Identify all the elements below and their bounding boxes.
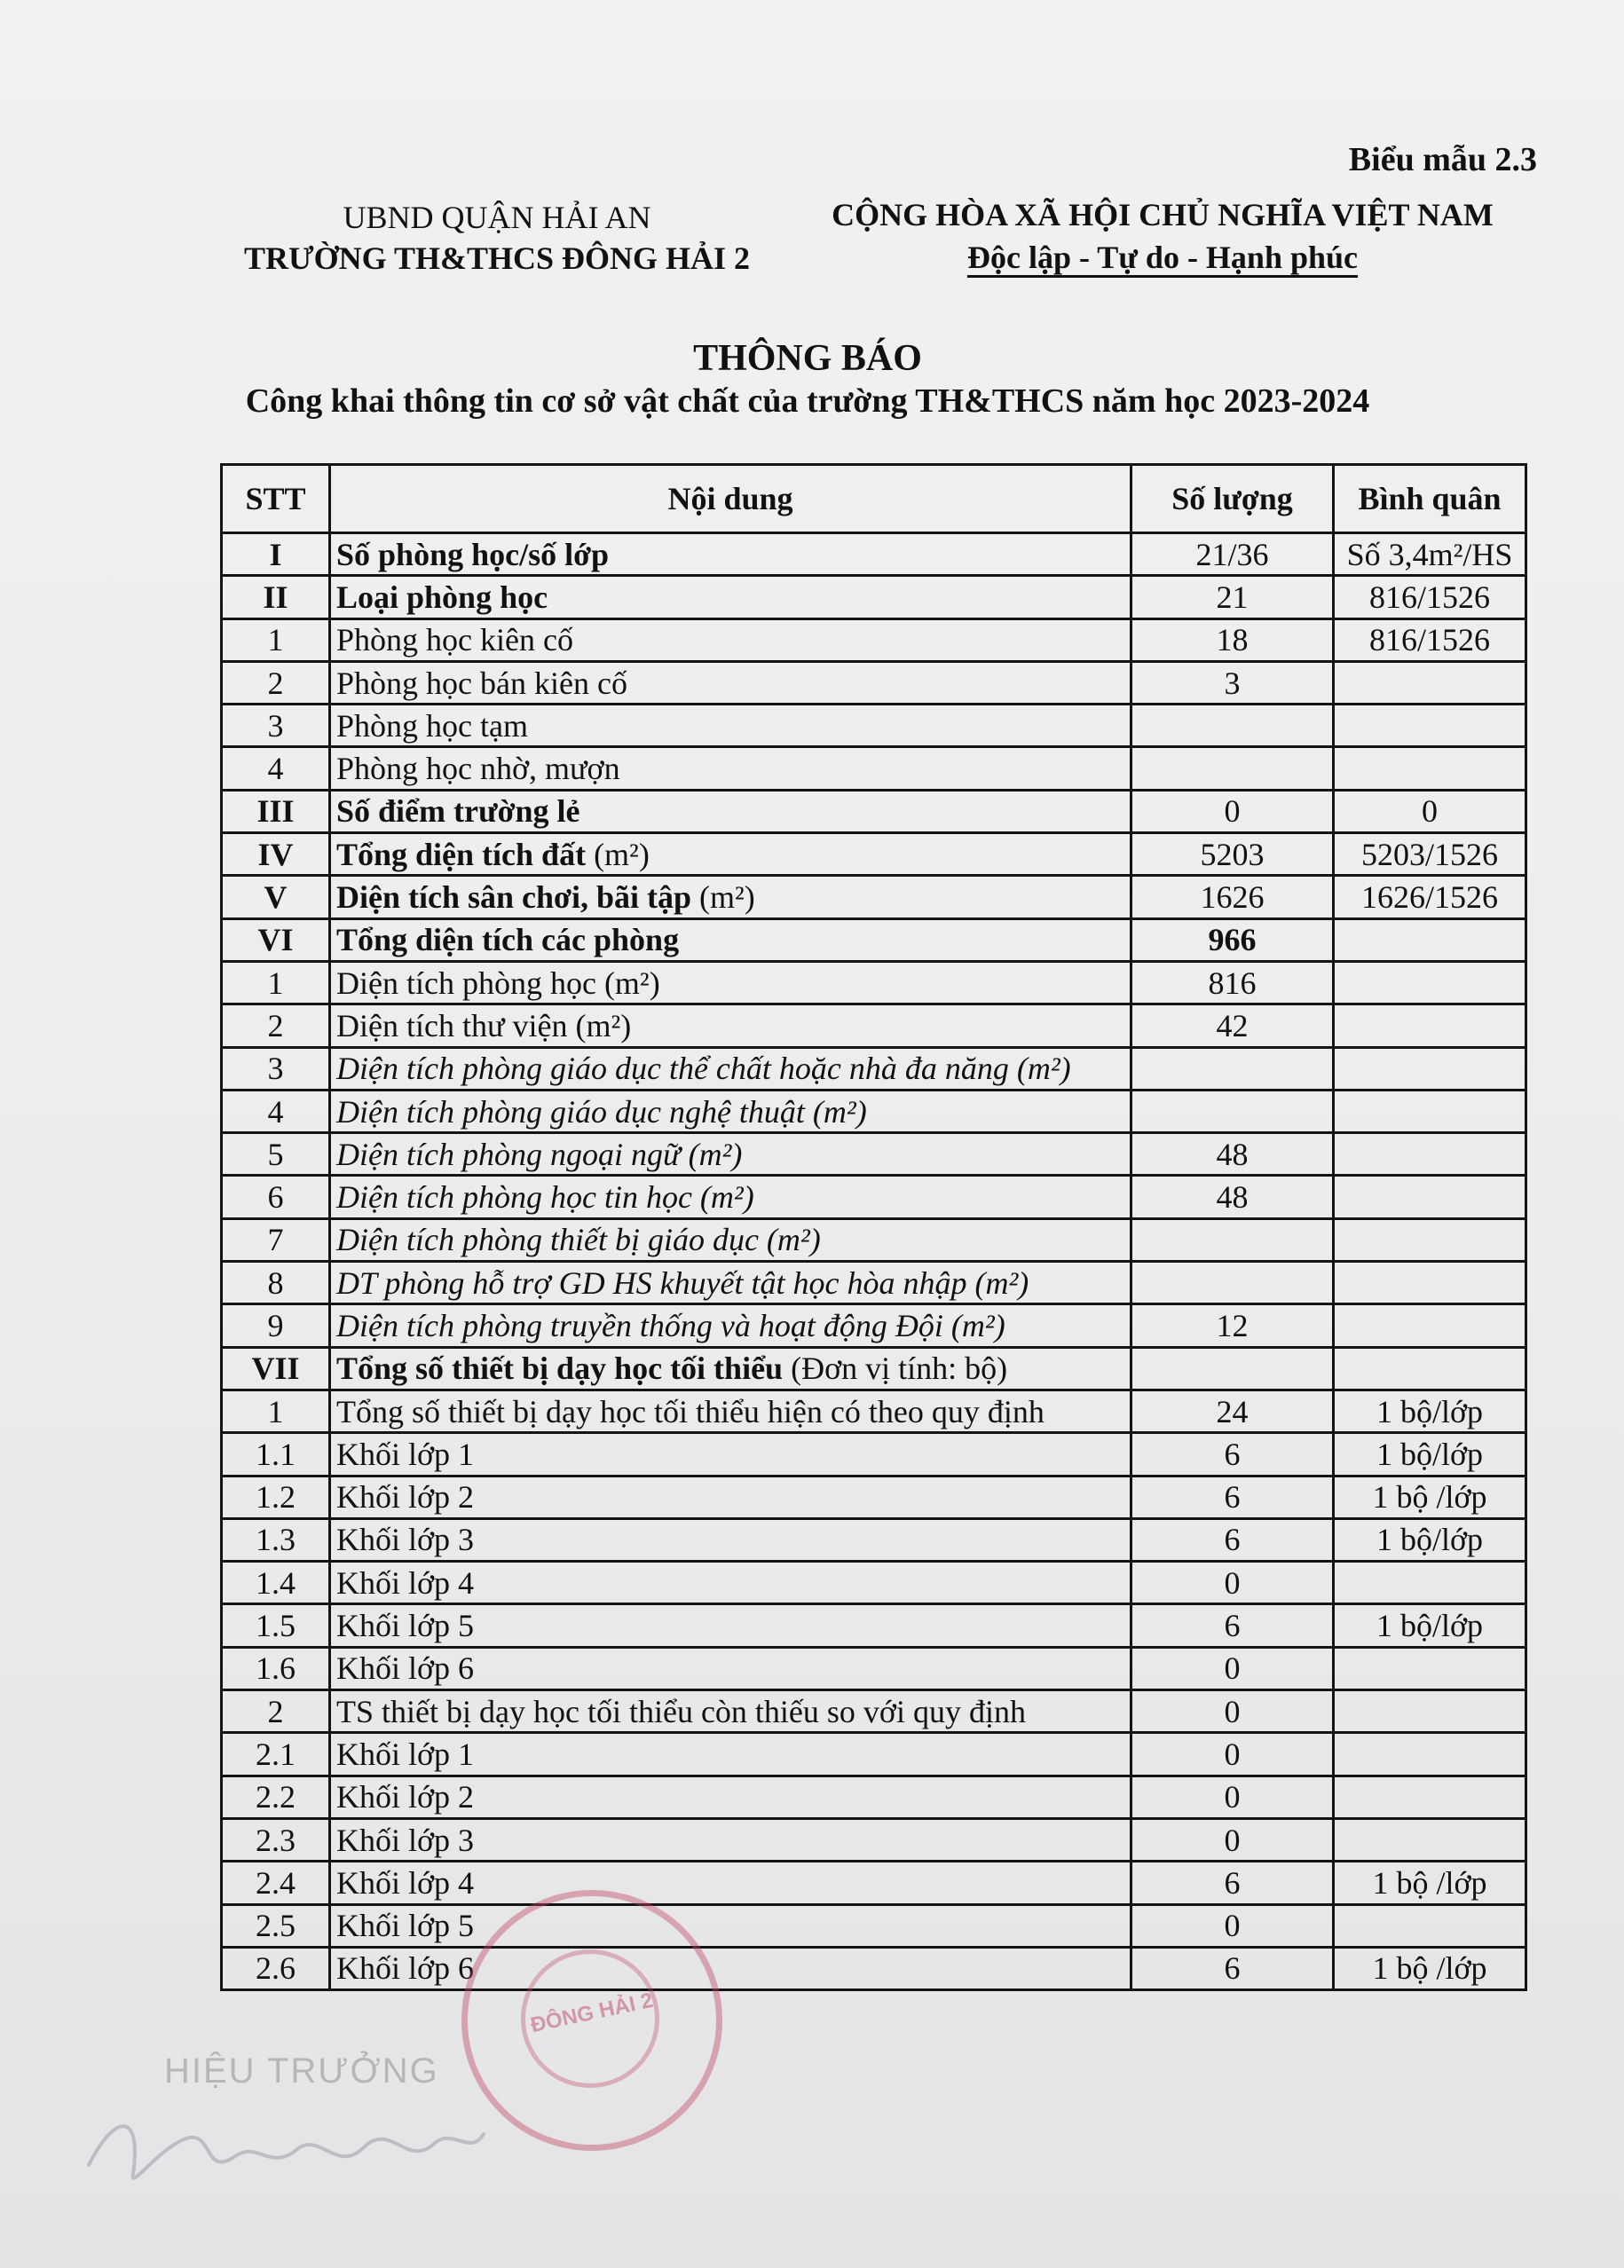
row-quantity — [1131, 1218, 1334, 1261]
row-content-text: Khối lớp 2 — [336, 1779, 475, 1815]
row-average — [1334, 747, 1526, 790]
row-stt: 2.6 — [222, 1947, 330, 1989]
row-stt: 1.6 — [222, 1647, 330, 1689]
row-average: 0 — [1334, 790, 1526, 832]
row-quantity: 3 — [1131, 661, 1334, 704]
row-average: 1 bộ/lớp — [1334, 1390, 1526, 1432]
row-content — [330, 1562, 1131, 1604]
row-content-text: TS thiết bị dạy học tối thiểu còn thiếu so với quy định — [336, 1693, 1026, 1729]
row-stt: 4 — [222, 1090, 330, 1132]
row-stt: 3 — [222, 705, 330, 747]
row-stt: 7 — [222, 1218, 330, 1261]
row-stt: 1 — [222, 1390, 330, 1432]
row-stt: 1 — [222, 961, 330, 1004]
table-row — [222, 1176, 1526, 1218]
row-stt: VII — [222, 1347, 330, 1390]
row-content-text: DT phòng hỗ trợ GD HS khuyết tật học hòa nhập (m²) — [336, 1264, 1029, 1301]
row-content-text: Tổng số thiết bị dạy học tối thiểu hiện có theo quy định — [336, 1393, 1045, 1429]
row-content — [330, 1604, 1131, 1647]
national-header — [799, 193, 1526, 279]
row-average: 816/1526 — [1334, 618, 1526, 661]
row-content-text: Diện tích phòng giáo dục nghệ thuật (m²) — [336, 1093, 867, 1130]
table-row — [222, 1004, 1526, 1047]
table-row — [222, 747, 1526, 790]
table-row — [222, 1476, 1526, 1518]
col-header-average: Bình quân — [1334, 465, 1526, 533]
row-content — [330, 618, 1131, 661]
row-stt: 2.3 — [222, 1818, 330, 1861]
row-content — [330, 576, 1131, 618]
row-average: 5203/1526 — [1334, 833, 1526, 876]
table-header-row — [222, 465, 1526, 533]
row-content-text: Diện tích thư viện (m²) — [336, 1007, 632, 1043]
row-content — [330, 1947, 1131, 1989]
row-quantity: 12 — [1131, 1304, 1334, 1347]
table-row — [222, 661, 1526, 704]
row-content-text: Khối lớp 6 — [336, 1650, 475, 1687]
row-content — [330, 1690, 1131, 1733]
authority-name: UBND QUẬN HẢI AN — [343, 200, 651, 235]
row-content — [330, 1047, 1131, 1090]
row-average — [1334, 1047, 1526, 1090]
col-header-quantity: Số lượng — [1131, 465, 1334, 533]
row-average: 1 bộ/lớp — [1334, 1604, 1526, 1647]
row-content-text: Loại phòng học — [336, 579, 548, 615]
row-stt: 1.2 — [222, 1476, 330, 1518]
table-row — [222, 790, 1526, 832]
row-content — [330, 1904, 1131, 1947]
row-content — [330, 1004, 1131, 1047]
row-content-text: Diện tích phòng truyền thống và hoạt động Đội (m²) — [336, 1307, 1005, 1343]
row-content — [330, 1647, 1131, 1689]
row-stt: 2 — [222, 661, 330, 704]
row-average — [1334, 1262, 1526, 1304]
row-average: 1 bộ/lớp — [1334, 1518, 1526, 1561]
row-content-text: Phòng học bán kiên cố — [336, 665, 627, 701]
row-stt: 5 — [222, 1133, 330, 1176]
row-quantity: 1626 — [1131, 876, 1334, 918]
row-average — [1334, 1818, 1526, 1861]
row-quantity: 21/36 — [1131, 533, 1334, 576]
row-content-unit: (Đơn vị tính: bộ) — [783, 1351, 1008, 1387]
row-average: 1626/1526 — [1334, 876, 1526, 918]
table-row — [222, 618, 1526, 661]
table-row — [222, 1818, 1526, 1861]
row-content — [330, 918, 1131, 961]
table-row — [222, 1604, 1526, 1647]
row-content-text: Tổng diện tích đất — [336, 836, 587, 872]
row-average — [1334, 918, 1526, 961]
row-content-text: Khối lớp 1 — [336, 1436, 475, 1472]
table-row — [222, 876, 1526, 918]
row-average — [1334, 1647, 1526, 1689]
col-header-content: Nội dung — [330, 465, 1131, 533]
row-average — [1334, 705, 1526, 747]
row-stt: 8 — [222, 1262, 330, 1304]
row-stt: 2.2 — [222, 1776, 330, 1818]
table-body — [222, 533, 1526, 1990]
row-quantity: 816 — [1131, 961, 1334, 1004]
table-row — [222, 576, 1526, 618]
table-row — [222, 1690, 1526, 1733]
row-average: 1 bộ /lớp — [1334, 1947, 1526, 1989]
row-content-text: Diện tích phòng giáo dục thể chất hoặc nhà đa năng (m²) — [336, 1051, 1071, 1087]
row-content-text: Phòng học tạm — [336, 707, 528, 744]
table-row — [222, 833, 1526, 876]
row-stt: 2 — [222, 1004, 330, 1047]
row-content — [330, 1176, 1131, 1218]
row-stt: VI — [222, 918, 330, 961]
row-content — [330, 833, 1131, 876]
row-quantity — [1131, 1047, 1334, 1090]
row-average: 1 bộ /lớp — [1334, 1862, 1526, 1904]
school-name: TRƯỜNG TH&THCS ĐÔNG HẢI 2 — [243, 240, 751, 276]
row-content-text: Phòng học kiên cố — [336, 622, 573, 658]
row-content — [330, 1818, 1131, 1861]
principal-signature — [80, 2094, 488, 2201]
row-content — [330, 1304, 1131, 1347]
row-stt: II — [222, 576, 330, 618]
row-average — [1334, 1776, 1526, 1818]
row-average — [1334, 1133, 1526, 1176]
row-quantity: 6 — [1131, 1947, 1334, 1989]
facilities-table — [220, 463, 1527, 1991]
table-row — [222, 1733, 1526, 1776]
row-content-unit: (m²) — [691, 879, 755, 916]
row-quantity: 0 — [1131, 1690, 1334, 1733]
row-stt: 2.1 — [222, 1733, 330, 1776]
row-content — [330, 1862, 1131, 1904]
table-row — [222, 705, 1526, 747]
row-stt: 6 — [222, 1176, 330, 1218]
form-code: Biểu mẫu 2.3 — [1348, 141, 1537, 178]
row-average — [1334, 1904, 1526, 1947]
row-average — [1334, 1176, 1526, 1218]
row-stt: 2.4 — [222, 1862, 330, 1904]
row-quantity: 6 — [1131, 1604, 1334, 1647]
table-row — [222, 1390, 1526, 1432]
row-content-text: Diện tích phòng ngoại ngữ (m²) — [336, 1136, 743, 1172]
table-row — [222, 533, 1526, 576]
row-quantity: 0 — [1131, 1776, 1334, 1818]
row-content-text: Phòng học nhờ, mượn — [336, 751, 620, 787]
table-row — [222, 1862, 1526, 1904]
row-quantity: 18 — [1131, 618, 1334, 661]
row-content-text: Diện tích phòng học (m²) — [336, 965, 660, 1001]
row-content-text: Khối lớp 4 — [336, 1864, 475, 1901]
row-stt: 1.3 — [222, 1518, 330, 1561]
row-content-unit: (m²) — [586, 836, 650, 872]
row-content — [330, 533, 1131, 576]
table-row — [222, 1647, 1526, 1689]
table-row — [222, 1347, 1526, 1390]
table-row — [222, 1090, 1526, 1132]
row-content-text: Số phòng học/số lớp — [336, 536, 610, 572]
row-content-text: Khối lớp 3 — [336, 1522, 475, 1558]
row-quantity: 966 — [1131, 918, 1334, 961]
table-row — [222, 1047, 1526, 1090]
national-motto: Độc lập - Tự do - Hạnh phúc — [966, 240, 1359, 275]
row-quantity: 42 — [1131, 1004, 1334, 1047]
row-content — [330, 747, 1131, 790]
row-quantity — [1131, 1090, 1334, 1132]
row-content-text: Diện tích phòng thiết bị giáo dục (m²) — [336, 1222, 821, 1258]
table-row — [222, 918, 1526, 961]
row-stt: I — [222, 533, 330, 576]
row-stt: 4 — [222, 747, 330, 790]
document-title: THÔNG BÁO — [693, 338, 922, 379]
row-quantity: 0 — [1131, 1647, 1334, 1689]
row-content — [330, 1476, 1131, 1518]
row-quantity: 5203 — [1131, 833, 1334, 876]
table-row — [222, 1947, 1526, 1989]
row-content-text: Diện tích phòng học tin học (m²) — [336, 1179, 754, 1216]
row-content — [330, 790, 1131, 832]
row-quantity: 48 — [1131, 1133, 1334, 1176]
col-header-stt: STT — [222, 465, 330, 533]
row-content — [330, 1776, 1131, 1818]
row-content-text: Khối lớp 1 — [336, 1736, 475, 1772]
row-quantity: 21 — [1131, 576, 1334, 618]
row-quantity: 48 — [1131, 1176, 1334, 1218]
row-content-text: Số điểm trường lẻ — [336, 793, 580, 830]
row-stt: 3 — [222, 1047, 330, 1090]
row-quantity — [1131, 1262, 1334, 1304]
row-stt: 1.1 — [222, 1433, 330, 1476]
row-average: Số 3,4m²/HS — [1334, 533, 1526, 576]
row-content — [330, 1262, 1131, 1304]
row-content — [330, 876, 1131, 918]
row-average — [1334, 1562, 1526, 1604]
row-quantity: 6 — [1131, 1518, 1334, 1561]
row-quantity — [1131, 1347, 1334, 1390]
table-row — [222, 1262, 1526, 1304]
row-stt: 2.5 — [222, 1904, 330, 1947]
republic-name: CỘNG HÒA XÃ HỘI CHỦ NGHĨA VIỆT NAM — [832, 197, 1494, 232]
table-row — [222, 1518, 1526, 1561]
row-quantity: 0 — [1131, 1904, 1334, 1947]
row-average — [1334, 1218, 1526, 1261]
row-average: 1 bộ/lớp — [1334, 1433, 1526, 1476]
row-quantity — [1131, 705, 1334, 747]
row-average — [1334, 961, 1526, 1004]
row-content — [330, 1518, 1131, 1561]
row-average: 816/1526 — [1334, 576, 1526, 618]
row-average — [1334, 1690, 1526, 1733]
row-quantity: 6 — [1131, 1862, 1334, 1904]
row-quantity: 6 — [1131, 1476, 1334, 1518]
row-quantity — [1131, 747, 1334, 790]
row-quantity: 0 — [1131, 1733, 1334, 1776]
row-content-text: Tổng diện tích các phòng — [336, 922, 680, 958]
row-average — [1334, 1347, 1526, 1390]
signer-title: HIỆU TRƯỞNG — [164, 2051, 439, 2091]
row-content — [330, 705, 1131, 747]
table-row — [222, 1218, 1526, 1261]
row-quantity: 0 — [1131, 1818, 1334, 1861]
row-content-text: Khối lớp 5 — [336, 1608, 475, 1644]
table-row — [222, 1433, 1526, 1476]
issuer-header — [204, 197, 790, 279]
row-quantity: 0 — [1131, 1562, 1334, 1604]
row-content-text: Khối lớp 3 — [336, 1822, 475, 1858]
row-average — [1334, 1004, 1526, 1047]
row-stt: IV — [222, 833, 330, 876]
row-content — [330, 961, 1131, 1004]
row-content-text: Tổng số thiết bị dạy học tối thiểu — [336, 1351, 784, 1387]
table-row — [222, 1133, 1526, 1176]
row-average — [1334, 1304, 1526, 1347]
row-average — [1334, 661, 1526, 704]
table-row — [222, 961, 1526, 1004]
row-quantity: 0 — [1131, 790, 1334, 832]
stamp-text: ĐÔNG HẢI 2 — [528, 1988, 656, 2038]
row-content-text: Khối lớp 2 — [336, 1479, 475, 1516]
table-row — [222, 1904, 1526, 1947]
school-stamp — [461, 1890, 722, 2151]
table-row — [222, 1304, 1526, 1347]
row-content-text: Diện tích sân chơi, bãi tập — [336, 879, 691, 916]
row-content — [330, 1133, 1131, 1176]
row-content-text: Khối lớp 6 — [336, 1950, 475, 1987]
row-stt: III — [222, 790, 330, 832]
row-stt: 1 — [222, 618, 330, 661]
row-content-text: Khối lớp 4 — [336, 1564, 475, 1601]
row-quantity: 24 — [1131, 1390, 1334, 1432]
row-stt: 1.4 — [222, 1562, 330, 1604]
row-content — [330, 1347, 1131, 1390]
row-stt: V — [222, 876, 330, 918]
row-stt: 1.5 — [222, 1604, 330, 1647]
row-quantity: 6 — [1131, 1433, 1334, 1476]
row-stt: 9 — [222, 1304, 330, 1347]
row-average — [1334, 1090, 1526, 1132]
row-average — [1334, 1733, 1526, 1776]
row-content — [330, 1733, 1131, 1776]
row-content — [330, 661, 1131, 704]
row-content-text: Khối lớp 5 — [336, 1908, 475, 1944]
row-content — [330, 1433, 1131, 1476]
row-content — [330, 1390, 1131, 1432]
document-subtitle: Công khai thông tin cơ sở vật chất của trường TH&THCS năm học 2023-2024 — [245, 382, 1370, 420]
row-average: 1 bộ /lớp — [1334, 1476, 1526, 1518]
row-content — [330, 1218, 1131, 1261]
table-row — [222, 1562, 1526, 1604]
table-row — [222, 1776, 1526, 1818]
row-stt: 2 — [222, 1690, 330, 1733]
row-content — [330, 1090, 1131, 1132]
